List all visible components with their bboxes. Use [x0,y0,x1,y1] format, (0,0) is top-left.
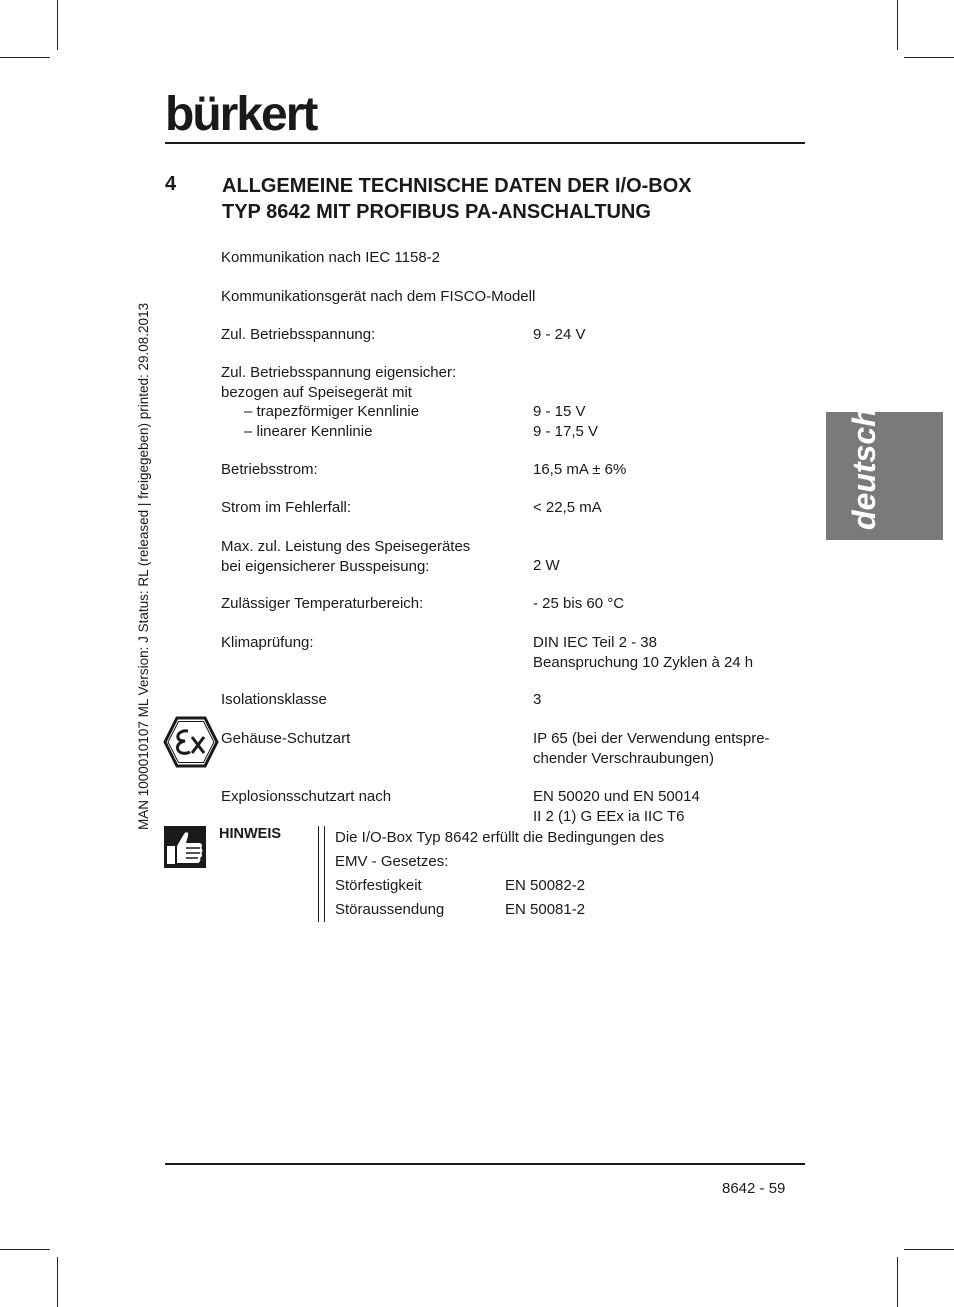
brand-logo [165,88,335,141]
section-title [222,173,802,225]
crop-mark [904,1249,954,1250]
language-tab-label: deutsch [846,407,882,530]
spec-label-line: bezogen auf Speisegerät mit [221,383,412,401]
spec-label: Strom im Fehlerfall: [221,499,352,516]
crop-mark [57,0,58,50]
spec-value [533,633,753,672]
thumbs-up-icon [164,826,206,868]
spec-value-line: IP 65 (bei der Verwendung entspre- [533,730,770,747]
section-title-line: ALLGEMEINE TECHNISCHE DATEN DER I/O-BOX [222,175,692,197]
footer-rule [165,1163,805,1165]
brand-logo-text: bürkert [165,88,317,141]
spec-label-line: bei eigensicherer Busspeisung: [221,557,430,575]
language-tab [826,407,943,540]
spec-label: Zul. Betriebsspannung: [221,326,376,343]
spec-value-line: 9 - 15 V [533,403,586,420]
note-value: EN 50081-2 [505,901,586,918]
spec-value: 9 - 24 V [533,326,586,343]
crop-mark [897,1257,898,1307]
spec-value: < 22,5 mA [533,499,602,516]
spec-value [533,402,598,441]
note-text: EMV - Gesetzes: [335,853,449,870]
section-number: 4 [165,173,177,195]
header-rule [165,142,805,144]
page-number: 8642 - 59 [722,1180,786,1197]
note-text: Die I/O-Box Typ 8642 erfüllt die Bedingungen des [335,829,665,846]
crop-mark [57,1257,58,1307]
spec-label: Gehäuse-Schutzart [221,730,351,747]
ex-atex-icon [163,716,219,768]
spec-label-line: – trapezförmiger Kennlinie [244,403,420,420]
spec-kommunikation: Kommunikation nach IEC 1158-2 [221,249,441,266]
spec-label-line: – linearer Kennlinie [244,422,373,440]
note-label: HINWEIS [219,826,282,842]
crop-mark [0,57,50,58]
spec-value-line: Beanspruchung 10 Zyklen à 24 h [533,653,754,671]
spec-label [221,363,456,441]
spec-value-line: 9 - 17,5 V [533,422,599,440]
section-title-line: TYP 8642 MIT PROFIBUS PA-ANSCHALTUNG [222,201,651,223]
spec-label: Betriebsstrom: [221,461,318,478]
spec-label [221,537,470,576]
spec-label: Zulässiger Temperaturbereich: [221,595,424,612]
spec-value [533,729,770,768]
spec-value-line: II 2 (1) G EEx ia IIC T6 [533,807,685,825]
spec-value: 16,5 mA ± 6% [533,461,627,478]
spec-value: - 25 bis 60 °C [533,595,625,612]
crop-mark [897,0,898,50]
note-value: EN 50082-2 [505,877,586,894]
spec-value-line: EN 50020 und EN 50014 [533,788,700,805]
note-text: Störfestigkeit [335,877,422,894]
crop-mark [904,57,954,58]
note-divider [324,826,325,922]
spec-value: 3 [533,691,542,708]
crop-mark [0,1249,50,1250]
document-status-note: MAN 1000010107 ML Version: J Status: RL (released | freigegeben) printed: 29.08.2013 [136,302,151,830]
spec-value: 2 W [533,557,560,574]
spec-value [533,787,700,826]
note-text: Störaussendung [335,901,445,918]
spec-label: Isolationsklasse [221,691,327,708]
spec-label: Explosionsschutzart nach [221,788,392,805]
spec-value-line: chender Verschraubungen) [533,749,714,767]
spec-label-line: Zul. Betriebsspannung eigensicher: [221,364,457,381]
spec-value-line: DIN IEC Teil 2 - 38 [533,634,657,651]
note-divider [318,826,319,922]
spec-kommunikationsgeraet: Kommunikationsgerät nach dem FISCO-Modell [221,288,536,305]
spec-label: Klimaprüfung: [221,634,314,651]
spec-label-line: Max. zul. Leistung des Speisegerätes [221,538,471,555]
